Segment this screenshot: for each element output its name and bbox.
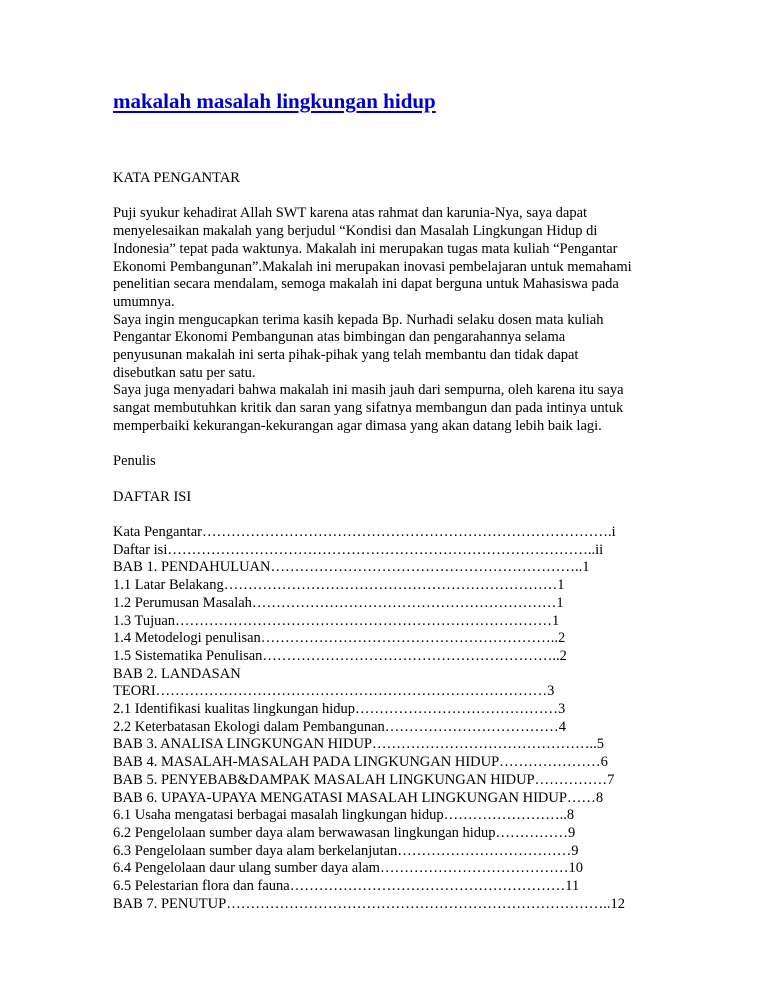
toc-entry: 1.4 Metodelogi penulisan……………………………………………………..2 — [113, 630, 566, 647]
toc-entry: Kata Pengantar………………………………………………………………………….i — [113, 524, 616, 540]
toc-entry: 6.4 Pengelolaan daur ulang sumber daya alam…………………………………10 — [113, 860, 583, 877]
toc-entry: TEORI………………………………………………………………………3 — [113, 683, 555, 700]
toc-entry: 6.2 Pengelolaan sumber daya alam berwawasan lingkungan hidup……………9 — [113, 824, 576, 841]
toc-heading: DAFTAR ISI — [113, 488, 192, 505]
preface-line: Ekonomi Pembangunan”.Makalah ini merupakan inovasi pembelajaran untuk memahami — [113, 258, 632, 275]
author-signature: Penulis — [113, 453, 156, 470]
toc-entry: 2.2 Keterbatasan Ekologi dalam Pembangunan………………………………4 — [113, 718, 567, 735]
toc-entry: 6.1 Usaha mengatasi berbagai masalah lingkungan hidup……………………..8 — [113, 807, 575, 824]
preface-line: sangat membutuhkan kritik dan saran yang sifatnya membangun dan pada intinya untuk — [113, 400, 624, 417]
toc-entry: BAB 5. PENYEBAB&DAMPAK MASALAH LINGKUNGAN HIDUP……………7 — [113, 771, 615, 788]
toc-entry: 6.3 Pengelolaan sumber daya alam berkelanjutan………………………………9 — [113, 842, 579, 859]
toc-entry: 2.1 Identifikasi kualitas lingkungan hidup……………………………………3 — [113, 701, 566, 718]
toc-entry: BAB 3. ANALISA LINGKUNGAN HIDUP………………………………………..5 — [113, 736, 604, 753]
preface-line: memperbaiki kekurangan-kekurangan agar dimasa yang akan datang lebih baik lagi. — [113, 417, 602, 434]
preface-line: Saya ingin mengucapkan terima kasih kepada Bp. Nurhadi selaku dosen mata kuliah — [113, 311, 604, 328]
preface-heading: KATA PENGANTAR — [113, 170, 240, 186]
toc-entry: BAB 4. MASALAH-MASALAH PADA LINGKUNGAN HIDUP…………………6 — [113, 754, 608, 771]
preface-line: disebutkan satu per satu. — [113, 364, 256, 381]
toc-entry: BAB 6. UPAYA-UPAYA MENGATASI MASALAH LINGKUNGAN HIDUP……8 — [113, 789, 604, 806]
toc-entry: 6.5 Pelestarian flora dan fauna…………………………………………………11 — [113, 878, 580, 895]
toc-entry: 1.1 Latar Belakang……………………………………………………………1 — [113, 577, 565, 594]
toc-entry: 1.2 Perumusan Masalah………………………………………………………1 — [113, 594, 564, 611]
toc-entry: BAB 1. PENDAHULUAN………………………………………………………..1 — [113, 559, 590, 576]
document-title-link[interactable]: makalah masalah lingkungan hidup — [113, 89, 436, 113]
preface-line: menyelesaikan makalah yang berjudul “Kondisi dan Masalah Lingkungan Hidup di — [113, 223, 598, 240]
preface-line: penyusunan makalah ini serta pihak-pihak yang telah membantu dan tidak dapat — [113, 347, 579, 364]
preface-line: umumnya. — [113, 293, 175, 310]
preface-line: penelitian secara mendalam, semoga makalah ini dapat berguna untuk Mahasiswa pada — [113, 276, 619, 293]
preface-line: Puji syukur kehadirat Allah SWT karena atas rahmat dan karunia-Nya, saya dapat — [113, 205, 588, 222]
toc-entry: 1.3 Tujuan……………………………………………………………………1 — [113, 612, 560, 629]
document-body — [113, 170, 653, 913]
toc-entry: 1.5 Sistematika Penulisan……………………………………………………..2 — [113, 647, 567, 664]
toc-entry: BAB 2. LANDASAN — [113, 665, 241, 682]
toc-entry: Daftar isi……………………………………………………………………………..ii — [113, 541, 604, 558]
preface-line: Saya juga menyadari bahwa makalah ini masih jauh dari sempurna, oleh karena itu saya — [113, 382, 624, 399]
preface-line: Pengantar Ekonomi Pembangunan atas bimbingan dan pengarahannya selama — [113, 329, 566, 346]
preface-text — [113, 205, 653, 435]
toc-entry: BAB 7. PENUTUP……………………………………………………………………..12 — [113, 895, 625, 912]
table-of-contents — [113, 524, 653, 913]
preface-line: Indonesia” tepat pada waktunya. Makalah ini merupakan tugas mata kuliah “Pengantar — [113, 240, 618, 257]
